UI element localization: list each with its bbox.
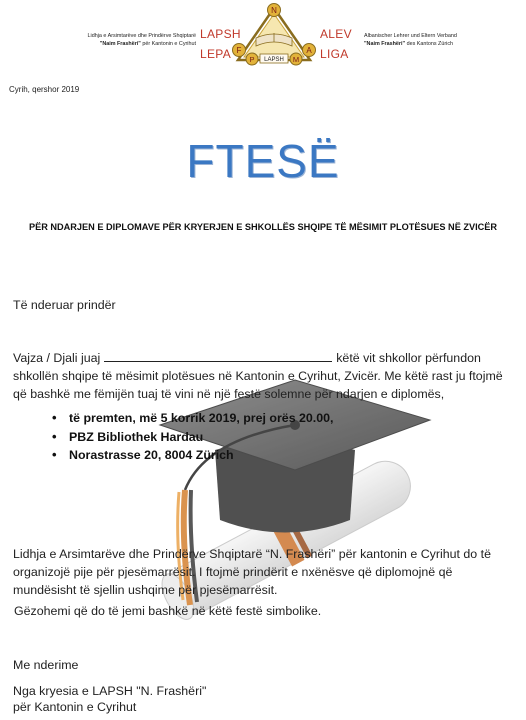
logo-letter-p: P [249,55,255,64]
body-paragraph-3: Gëzohemi që do të jemi bashkë në këtë festë simbolike. [14,604,322,618]
header-left-line1: Lidhja e Arsimtarëve dhe Prindërve Shqiptarë [87,33,196,39]
logo-letter-n: N [271,6,277,15]
body-paragraph-2: Lidhja e Arsimtarëve dhe Prindërve Shqiptarë “N. Frashëri” për kantonin e Cyrihut do të organizojë pije për pjesëmarrësit. I ftojmë prindërit e nxënësve që diplomojnë që mundësisht të sjellin ushqime për pjesëmarrësit. [13,547,491,597]
lapsh-logo [230,2,318,66]
salutation: Të nderuar prindër [13,298,116,312]
signature-line-1: Nga kryesia e LAPSH "N. Frashëri" [13,684,207,698]
child-label: Vajza / Djali juaj [13,351,101,365]
org-alev: ALEV [320,27,352,41]
header-right-text [364,32,514,48]
org-lepa: LEPA [200,47,231,61]
event-address: • Norastrasse 20, 8004 Zürich [52,446,333,465]
logo-letter-a: A [306,46,312,55]
header-left-naim: "Naim Frashëri" [99,41,141,47]
header-right-naim: "Naim Frashëri" [364,41,406,47]
header-left-kanton: për Kantonin e Cyrihut [140,41,196,47]
invitation-title: FTESË [186,135,340,187]
child-name-blank-line [104,349,332,362]
signature-line-2: për Kantonin e Cyrihut [13,700,137,714]
letter-date: Cyrih, qershor 2019 [9,85,80,94]
org-lapsh: LAPSH [200,27,241,41]
event-venue: • PBZ Bibliothek Hardau [52,428,333,447]
org-liga: LIGA [320,47,349,61]
header-left-line2 [72,40,196,48]
header-right-line2 [364,40,514,48]
event-date: • të premten, më 5 korrik 2019, prej orës 20.00, [52,409,333,428]
closing: Me nderime [13,658,79,672]
logo-banner: LAPSH [264,57,284,63]
invitation-subtitle: PËR NDARJEN E DIPLOMAVE PËR KRYERJEN E SHKOLLËS SHQIPE TË MËSIMIT PLOTËSUES NË ZVICËR [28,222,498,232]
body-paragraph-1 [13,349,518,403]
logo-letter-m: M [292,55,300,64]
logo-letter-f: F [236,46,242,55]
event-details-list [52,409,333,465]
header-right-line1: Albanischer Lehrer und Eltern Verband [364,33,457,39]
header-left-text [72,32,196,48]
header-right-kanton: des Kantons Zürich [405,41,454,47]
body-paragraph-1-text: këtë vit shkollor përfundon shkollën shqipe të mësimit plotësues në Kantonin e Cyrihut, Zvicër. Me këtë rast ju ftojmë që bashkë me fëmijën tuaj të vini në një festë solemne për ndarjen e diplomës, [13,351,503,401]
